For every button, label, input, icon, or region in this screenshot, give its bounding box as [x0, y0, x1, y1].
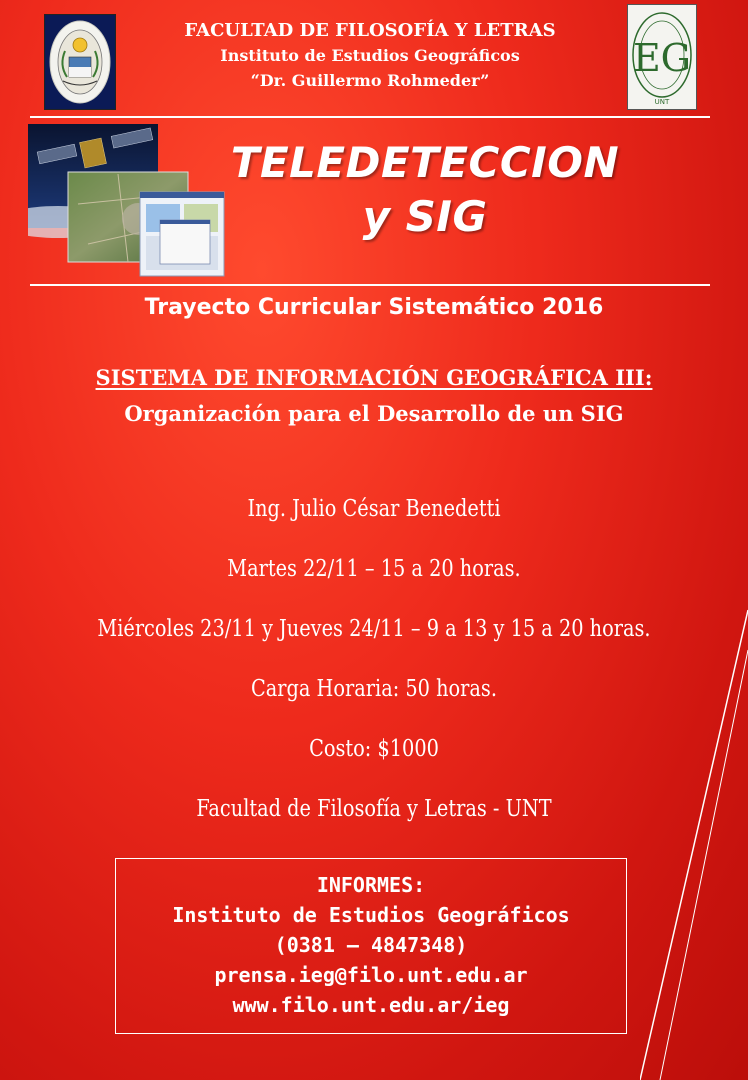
faculty-name: FACULTAD DE FILOSOFÍA Y LETRAS: [184, 20, 556, 41]
contact-institute: Instituto de Estudios Geográficos: [172, 903, 570, 927]
contact-heading: INFORMES:: [316, 873, 426, 897]
course-hours: Carga Horaria: 50 horas.: [250, 676, 497, 702]
course-title: [0, 360, 748, 432]
ieg-logo-unt: UNT: [654, 98, 670, 106]
contact-website[interactable]: www.filo.unt.edu.ar/ieg: [232, 993, 510, 1017]
institute-namesake: “Dr. Guillermo Rohmeder”: [250, 71, 490, 90]
schedule-tuesday: Martes 22/11 – 15 a 20 horas.: [227, 556, 521, 582]
decorative-diagonal-lines: [640, 590, 748, 1080]
institute-name: Instituto de Estudios Geográficos: [220, 46, 520, 65]
schedule-wed-thu: Miércoles 23/11 y Jueves 24/11 – 9 a 13 y 15 a 20 horas.: [97, 616, 651, 642]
main-title-line2: y SIG: [362, 192, 488, 241]
unt-seal-logo: [44, 14, 116, 110]
contact-email[interactable]: prensa.ieg@filo.unt.edu.ar: [214, 963, 528, 987]
contact-phone: (0381 – 4847348): [274, 933, 468, 957]
course-cost: Costo: $1000: [309, 736, 439, 762]
contact-info: [115, 870, 627, 1020]
course-location: Facultad de Filosofía y Letras - UNT: [196, 796, 552, 822]
program-subtitle: Trayecto Curricular Sistemático 2016: [144, 295, 604, 320]
main-title: [190, 136, 660, 244]
header: [130, 18, 610, 93]
ieg-logo: [627, 4, 697, 110]
course-name: SISTEMA DE INFORMACIÓN GEOGRÁFICA III:: [95, 365, 653, 390]
course-topic: Organización para el Desarrollo de un SIG: [124, 401, 624, 426]
ieg-logo-letters: EG: [632, 36, 692, 80]
instructor: Ing. Julio César Benedetti: [247, 496, 501, 522]
mid-divider: [30, 284, 710, 286]
main-title-line1: TELEDETECCION: [230, 138, 620, 187]
top-divider: [30, 116, 710, 118]
